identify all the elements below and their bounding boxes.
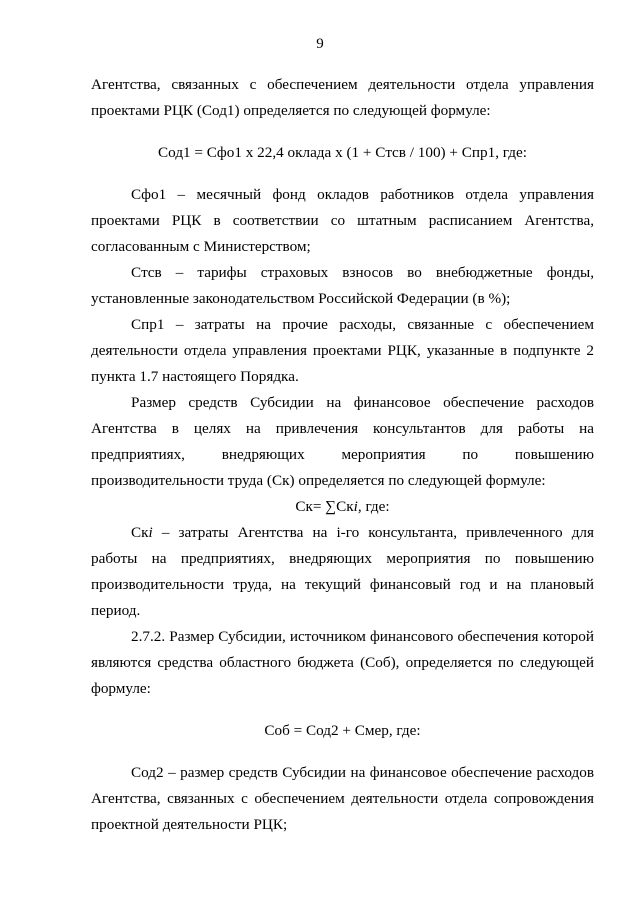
paragraph-consultants-subsidy: Размер средств Субсидии на финансовое обеспечение расходов Агентства в целях на привлечения консультантов для работы на предприятиях, внедряющих мероприятия по повышению производительности труда (Ск) определяется по следующей формуле:: [91, 394, 594, 489]
formula-sob: Соб = Сод2 + Смер, где:: [264, 722, 421, 739]
document-body: [91, 72, 594, 838]
ski-index: i: [148, 524, 153, 541]
paragraph-ctcv-definition: Cтcв – тарифы страховых взносов во внебюджетные фонды, установленные законодательством Российской Федерации (в %);: [91, 264, 594, 307]
formula-sod1: Сод1 = Сфо1 х 22,4 оклада х (1 + Cтcв / 100) + Спр1, где:: [158, 144, 527, 161]
formula-sk-tail: , где:: [357, 498, 390, 515]
paragraph-continuation: Агентства, связанных с обеспечением деятельности отдела управления проектами РЦК (Сод1) определяется по следующей формуле:: [91, 76, 594, 119]
formula-sk: [91, 494, 594, 520]
formula-sk-main: Ск= ∑Ск: [295, 498, 354, 515]
paragraph-sfo1-definition: Сфо1 – месячный фонд окладов работников отдела управления проектами РЦК в соответствии со штатным расписанием Агентства, согласованным с Министерством;: [91, 186, 594, 255]
formula-sk-index: i: [353, 498, 358, 515]
paragraph-spr1-definition: Спр1 – затраты на прочие расходы, связанные с обеспечением деятельности отдела управления проектами РЦК, указанные в подпункте 2 пункта 1.7 настоящего Порядка.: [91, 316, 594, 385]
paragraph-sod2-definition: Сод2 – размер средств Субсидии на финансовое обеспечение расходов Агентства, связанных с обеспечением деятельности отдела сопровождения проектной деятельности РЦК;: [91, 764, 594, 833]
ski-symbol: Ск: [131, 524, 149, 541]
page-number: 9: [316, 36, 324, 52]
paragraph-ski-definition: [91, 520, 594, 624]
ski-text: – затраты Агентства на i-го консультанта, привлеченного для работы на предприятиях, внедряющих мероприятия по повышению производительности труда, на текущий финансовый год и на плановый период.: [91, 524, 594, 619]
paragraph-2-7-2: 2.7.2. Размер Субсидии, источником финансового обеспечения которой являются средства областного бюджета (Соб), определяется по следующей формуле:: [91, 628, 594, 697]
